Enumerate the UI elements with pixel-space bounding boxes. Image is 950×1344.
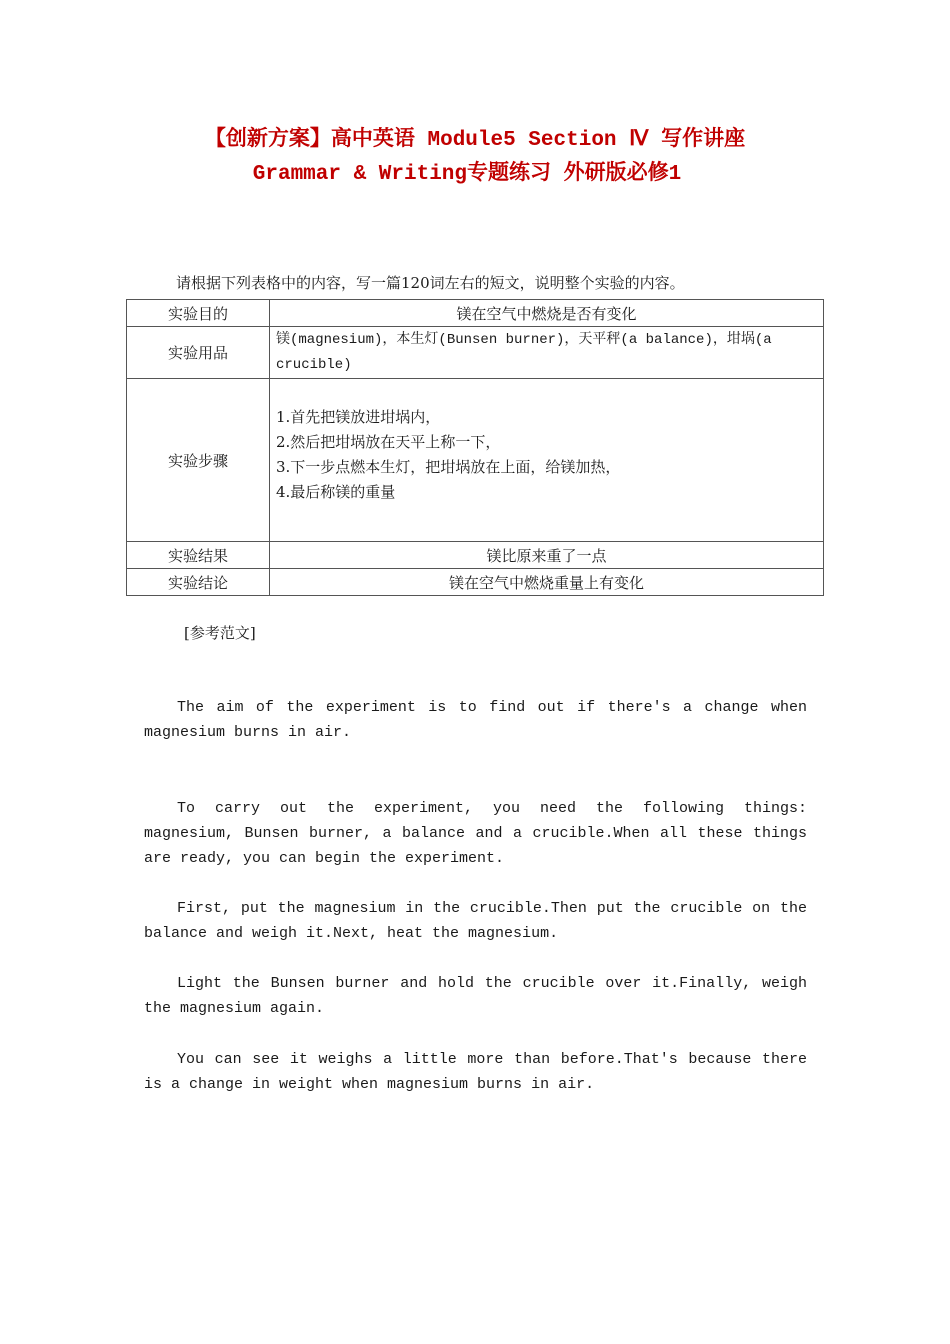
row-label-result: 实验结果 (127, 542, 270, 569)
paragraph: The aim of the experiment is to find out if there's a change when magnesium burns in air. (144, 699, 807, 741)
step-item: 1.首先把镁放进坩埚内， (276, 408, 441, 426)
table-row (127, 327, 824, 379)
row-label-materials: 实验用品 (127, 327, 270, 379)
task-instruction: 请根据下列表格中的内容，写一篇120词左右的短文，说明整个实验的内容。 (176, 274, 685, 292)
table-row (127, 300, 824, 327)
document-title-line-2: Grammar & Writing专题练习 外研版必修1 (252, 163, 682, 186)
row-content-purpose: 镁在空气中燃烧是否有变化 (270, 300, 824, 327)
document-title-line-1: 【创新方案】高中英语 Module5 Section Ⅳ 写作讲座 (204, 129, 746, 152)
table-row (127, 569, 824, 596)
row-content-materials: 镁(magnesium)，本生灯(Bunsen burner)，天平秤(a balance)，坩埚(a crucible) (270, 327, 824, 379)
row-content-steps (270, 379, 824, 542)
paragraph: You can see it weighs a little more than before.That's because there is a change in weight when magnesium burns in air. (144, 1051, 807, 1093)
row-label-steps: 实验步骤 (127, 379, 270, 542)
table-row (127, 542, 824, 569)
row-label-purpose: 实验目的 (127, 300, 270, 327)
paragraph: First, put the magnesium in the crucible.Then put the crucible on the balance and weigh it.Next, heat the magnesium. (144, 900, 807, 942)
experiment-table (126, 299, 824, 596)
paragraph: Light the Bunsen burner and hold the crucible over it.Finally, weigh the magnesium again. (144, 975, 807, 1017)
step-item: 3.下一步点燃本生灯，把坩埚放在上面，给镁加热， (276, 458, 621, 476)
paragraph: To carry out the experiment, you need the following things: magnesium, Bunsen burner, a balance and a crucible.When all these things are ready, you can begin the experiment. (144, 800, 807, 867)
row-label-conclusion: 实验结论 (127, 569, 270, 596)
row-content-result: 镁比原来重了一点 (270, 542, 824, 569)
reference-label: [参考范文] (184, 624, 256, 642)
row-content-conclusion: 镁在空气中燃烧重量上有变化 (270, 569, 824, 596)
step-item: 2.然后把坩埚放在天平上称一下， (276, 433, 501, 451)
step-item: 4.最后称镁的重量 (276, 483, 396, 501)
table-row (127, 379, 824, 542)
